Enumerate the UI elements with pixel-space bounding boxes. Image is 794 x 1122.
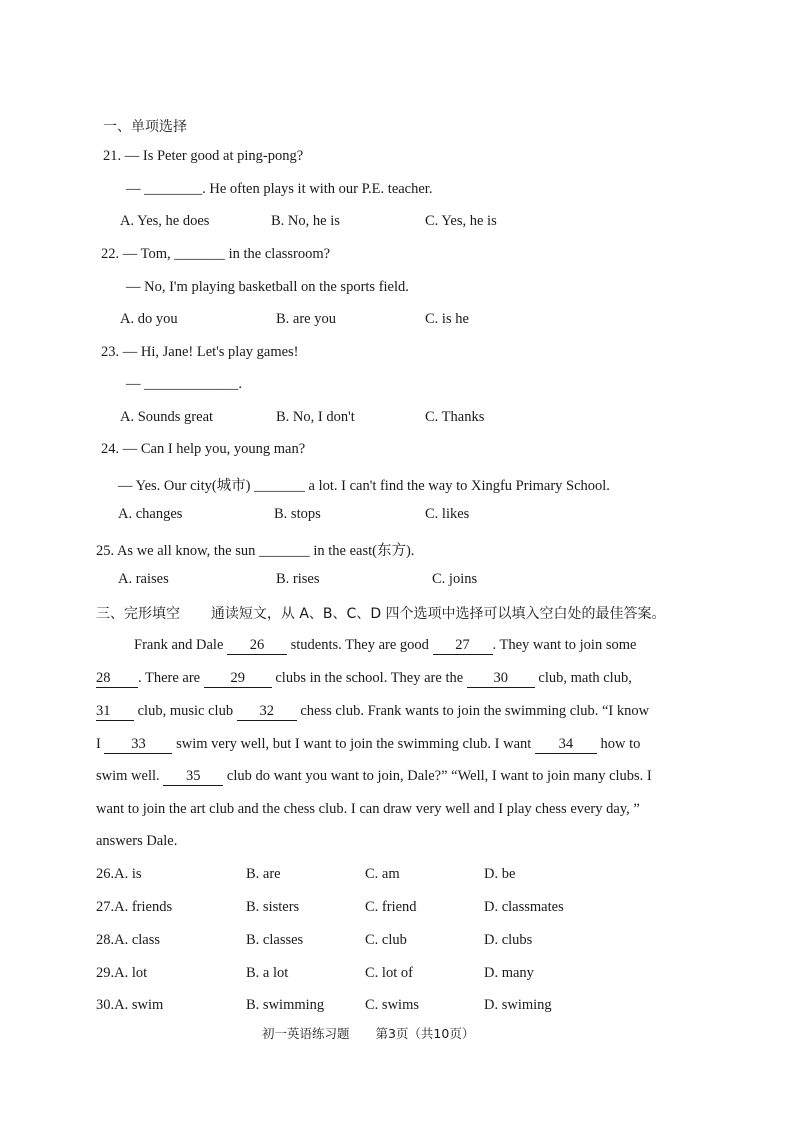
option-c: C. joins	[432, 571, 478, 587]
passage-text: students. They are good	[290, 637, 429, 653]
blank-30: 30	[467, 670, 535, 688]
question-number: 28.	[96, 932, 115, 948]
passage-text: swim well.	[96, 768, 160, 784]
blank-32: 32	[237, 703, 297, 721]
passage-line-1	[134, 637, 636, 655]
footer-page-number: 第3页（共10页）	[375, 1026, 475, 1041]
answer-blank: _______	[174, 246, 225, 262]
blank-29: 29	[204, 670, 272, 688]
option-d: D. be	[484, 866, 516, 882]
option-c: C. Yes, he is	[425, 213, 497, 229]
passage-line-4	[96, 736, 640, 754]
option-a: A. do you	[120, 311, 178, 327]
question-number: 24.	[101, 441, 120, 457]
question-number: 21.	[103, 148, 122, 164]
option-c: C. club	[365, 932, 407, 948]
question-text: in the classroom?	[228, 246, 331, 262]
option-c: C. am	[365, 866, 400, 882]
option-a: A. raises	[118, 571, 169, 587]
question-22-line2: — No, I'm playing basketball on the sports field.	[126, 279, 409, 295]
question-text: — Yes. Our city(城市)	[118, 478, 251, 494]
question-text: in the east(东方).	[313, 543, 415, 559]
option-a: A. lot	[114, 965, 148, 981]
dash: —	[126, 376, 141, 392]
option-d: D. many	[484, 965, 534, 981]
option-d: D. clubs	[484, 932, 533, 948]
blank-35: 35	[163, 768, 223, 786]
question-number: 29.	[96, 965, 115, 981]
answer-blank: _______	[258, 543, 310, 559]
passage-text: club, math club,	[538, 670, 632, 686]
passage-text: . They want to join some	[492, 637, 637, 653]
question-text: .	[238, 376, 242, 392]
cloze-option-row-26	[96, 866, 142, 883]
option-d: D. swiming	[484, 997, 552, 1013]
question-23	[101, 344, 299, 361]
passage-line-5	[96, 768, 652, 786]
blank-26: 26	[227, 637, 287, 655]
passage-line-2	[96, 670, 632, 688]
option-b: B. rises	[276, 571, 320, 587]
passage-text: club do want you want to join, Dale?” “Well, I want to join many clubs. I	[226, 768, 652, 784]
blank-33: 33	[104, 736, 172, 754]
question-22	[101, 246, 330, 263]
option-a: A. swim	[114, 997, 164, 1013]
cloze-option-row-29	[96, 965, 147, 982]
blank-31: 31	[96, 703, 134, 721]
option-c: C. lot of	[365, 965, 413, 981]
question-text: . He often plays it with our P.E. teacher.	[202, 181, 433, 197]
option-b: B. are you	[276, 311, 336, 327]
question-21	[103, 148, 303, 165]
passage-text: I	[96, 736, 101, 752]
footer-title: 初一英语练习题	[262, 1026, 350, 1041]
option-b: B. No, I don't	[276, 409, 355, 425]
option-a: A. class	[114, 932, 161, 948]
question-number: 26.	[96, 866, 115, 882]
option-b: B. swimming	[246, 997, 325, 1013]
cloze-option-row-30	[96, 997, 163, 1014]
option-c: C. friend	[365, 899, 417, 915]
answer-blank: _______	[254, 478, 305, 494]
option-c: C. Thanks	[425, 409, 485, 425]
option-a: A. changes	[118, 506, 183, 522]
dash: —	[126, 181, 141, 197]
option-a: A. Yes, he does	[120, 213, 210, 229]
option-a: A. Sounds great	[120, 409, 214, 425]
passage-line-3	[96, 703, 649, 721]
passage-text: clubs in the school. They are the	[275, 670, 464, 686]
passage-text: . There are	[138, 670, 201, 686]
option-b: B. No, he is	[271, 213, 340, 229]
section3-instruction: 通读短文，从 A、B、C、D 四个选项中选择可以填入空白处的最佳答案。	[210, 606, 666, 622]
option-b: B. are	[246, 866, 281, 882]
question-24	[101, 441, 305, 458]
question-text: — Can I help you, young man?	[122, 441, 306, 457]
section3-heading: 三、完形填空	[96, 606, 180, 622]
page-footer	[262, 1024, 474, 1042]
passage-text: swim very well, but I want to join the swimming club. I want	[176, 736, 532, 752]
option-b: B. sisters	[246, 899, 300, 915]
passage-text: chess club. Frank wants to join the swimming club. “I know	[300, 703, 650, 719]
question-text: — Is Peter good at ping-pong?	[124, 148, 304, 164]
option-a: A. friends	[114, 899, 173, 915]
question-number: 22.	[101, 246, 120, 262]
option-c: C. likes	[425, 506, 470, 522]
option-b: B. stops	[274, 506, 321, 522]
passage-text: how to	[600, 736, 641, 752]
question-25	[96, 539, 414, 560]
option-b: B. a lot	[246, 965, 289, 981]
section1-heading: 一、单项选择	[103, 119, 187, 135]
passage-text: Frank and Dale	[134, 637, 224, 653]
question-number: 25.	[96, 543, 115, 559]
blank-28: 28	[96, 670, 138, 688]
passage-line-7: answers Dale.	[96, 833, 178, 849]
question-text: — Tom,	[122, 246, 171, 262]
cloze-option-row-27	[96, 899, 172, 916]
option-c: C. swims	[365, 997, 419, 1013]
question-number: 30.	[96, 997, 115, 1013]
question-number: 23.	[101, 344, 120, 360]
blank-34: 34	[535, 736, 597, 754]
option-b: B. classes	[246, 932, 304, 948]
question-24-line2	[118, 474, 610, 495]
option-c: C. is he	[425, 311, 469, 327]
section3-header	[96, 603, 666, 623]
question-text: — Hi, Jane! Let's play games!	[122, 344, 299, 360]
question-23-answer-line	[126, 376, 242, 393]
answer-blank: _____________	[144, 376, 239, 392]
answer-blank: ________	[144, 181, 203, 197]
question-number: 27.	[96, 899, 115, 915]
blank-27: 27	[433, 637, 493, 655]
question-text: a lot. I can't find the way to Xingfu Primary School.	[308, 478, 610, 494]
option-d: D. classmates	[484, 899, 564, 915]
passage-line-6: want to join the art club and the chess club. I can draw very well and I play chess every day, ”	[96, 801, 640, 817]
question-21-answer-line	[126, 181, 432, 198]
cloze-option-row-28	[96, 932, 160, 949]
passage-text: club, music club	[137, 703, 234, 719]
option-a: A. is	[114, 866, 142, 882]
question-text: As we all know, the sun	[116, 543, 256, 559]
